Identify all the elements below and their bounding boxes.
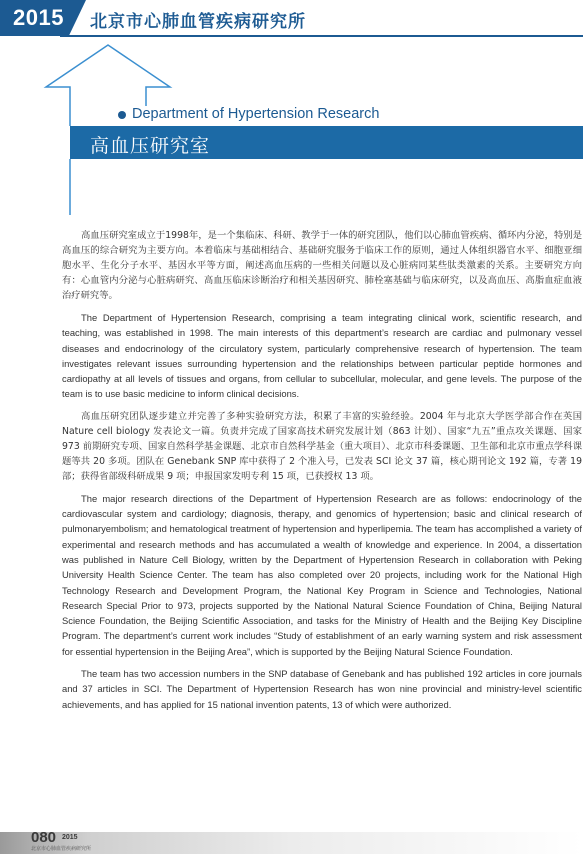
paragraph-cn-achievements: 高血压研究团队逐步建立并完善了多种实验研究方法，积累了丰富的实验经验。2004 年与北京大学医学部合作在英国 Nature cell biology 发表论文一篇。负责并完成了国家高技术研究发展计划（863 计划）、国家“九五”重点攻关课题、国家 973 前期研究专项、国家自然科学基金课题、北京市自然科学基金（重大项目）、北京市科委课题、卫生部和北京市重点学科课题等共 20 多项。团队在 Genebank SNP 库中获得了 2 个准入号，已发表 SCI 论文 37 篇，核心期刊论文 192 篇，专著 19 部；获得省部级科研成果 9 项；申报国家发明专利 15 项，已获授权 13 项。 xyxy=(62,410,582,482)
header-year: 2015 xyxy=(13,5,64,30)
header-title: 北京市心肺血管疾病研究所 xyxy=(90,12,306,32)
paragraph-cn-intro: 高血压研究室成立于1998年，是一个集临床、科研、教学于一体的研究团队，他们以心肺血管疾病、循环内分泌，特别是高血压的综合研究为主要方向。本着临床与基础相结合、基础研究服务于临床工作的原则，通过人体组织器官水平、细胞亚细胞水平、生化分子水平、基因水平等方面，阐述高血压病的一些相关问题以及心脏病同某些肽类激素的关系。主要研究方向有：心血管内分泌与心脏病研究、高血压临床诊断治疗和相关基因研究、肺栓塞基础与临床研究，以及高血压、高脂血症血液治疗研究等。 xyxy=(62,230,582,301)
section-title-cn: 高血压研究室 xyxy=(90,135,211,157)
page-number: 080 xyxy=(31,829,57,846)
footer-subtitle: 北京市心肺血管疾病研究所 xyxy=(31,846,92,852)
paragraph-en-achievements: The team has two accession numbers in the SNP database of Genebank and has published 192 articles in core journals and 37 articles in SCI. The Department of Hypertension Research has won nine provincial and ministry-level scientific achievements, and has applied for 15 national invention patents, 13 of which were authorized. xyxy=(62,668,582,710)
bullet-dot-icon xyxy=(118,111,126,119)
paragraph-en-directions: The major research directions of the Department of Hypertension Research are as follows: endocrinology of the cardiovascular system and cardiology; diagnosis, therapy, and genomics of hypertension; basic and clinical research of pulmonaryembolism; and hematological treatment of hypertension and hyperlipemia. The team has accomplished a variety of experimental and research methods and has accumulated a wealth of knowledge and experience. In 2004, a dissertation was published in Nature Cell Biology, written by the Department of Hypertension Research in collaboration with Peking University Health Science Center. The team has also completed over 20 projects, including work for the National High Technology Research and Development Program, the National Key Program in Science and Technologies, National Research Special Prior to 973, projects supported by the National Natural Science Foundation of China, Beijing Natural Science Foundation, the Beijing Scientific Association, and tasks for the Ministry of Health and the Beijing Key Discipline Program. The department’s current work includes “Study of establishment of an early warning system and risk assessment for essential hypertension in the Beijing Area”, which is supported by the Beijing Natural Science Foundation. xyxy=(62,492,582,657)
footer-year: 2015 xyxy=(62,834,78,841)
section-subtitle-en: Department of Hypertension Research xyxy=(132,106,380,122)
paragraph-en-intro: The Department of Hypertension Research, comprising a team integrating clinical work, scientific research, and teaching, was established in 1998. The main interests of this department’s research are cardiac and pulmonary vessel diseases and endocrinology of the circulatory system, particularly comprehensive research of hypertension. The team investigates relevant issues surrounding hypertension and the relationships between particular peptide hormones and cardiopathy at all levels of tissues and organs, from cellular to subcellular, molecular, and gene levels. The purpose of the team is to use basic medicine to inform clinical decisions. xyxy=(62,312,582,400)
article-body xyxy=(62,228,582,719)
